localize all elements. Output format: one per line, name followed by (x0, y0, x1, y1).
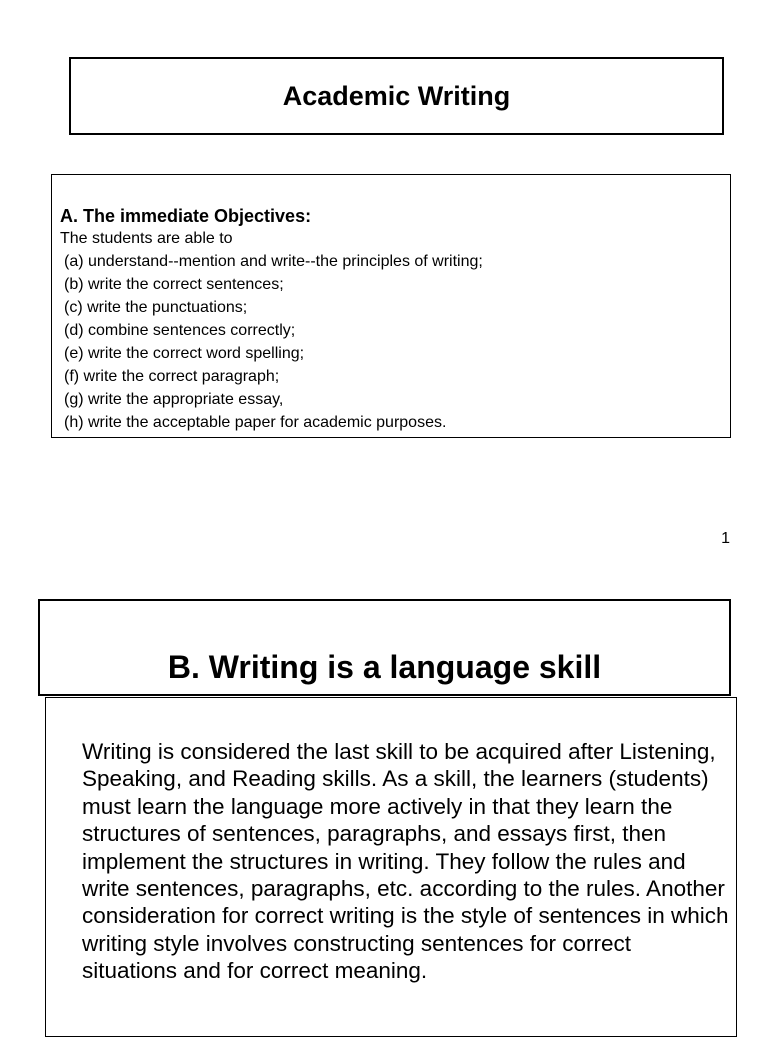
objective-item: (h) write the acceptable paper for academic purposes. (64, 414, 447, 431)
objective-item: (f) write the correct paragraph; (64, 368, 280, 385)
objectives-list (60, 250, 730, 434)
objective-item: (g) write the appropriate essay, (64, 391, 284, 408)
body-paragraph: Writing is considered the last skill to be acquired after Listening, Speaking, and Reading skills. As a skill, the learners (students) must learn the language more actively in that they learn the structures of sentences, paragraphs, and essays first, then implement the structures in writing. They follow the rules and write sentences, paragraphs, etc. according to the rules. Another consideration for correct writing is the style of sentences in which writing style involves constructing sentences for correct situations and for correct meaning. (82, 739, 729, 984)
section-b-title: B. Writing is a language skill (167, 649, 602, 685)
body-text-box (45, 697, 737, 1037)
objective-item: (d) combine sentences correctly; (64, 322, 296, 339)
objectives-intro: The students are able to (60, 230, 233, 247)
objective-item: (c) write the punctuations; (64, 299, 248, 316)
page-number: 1 (721, 530, 730, 547)
objective-item: (b) write the correct sentences; (64, 276, 284, 293)
page-title: Academic Writing (282, 80, 511, 111)
objectives-heading: A. The immediate Objectives: (60, 206, 312, 226)
objective-item: (a) understand--mention and write--the principles of writing; (64, 253, 483, 270)
section-b-title-box (38, 599, 731, 696)
objectives-box (51, 174, 731, 438)
title-box (69, 57, 724, 135)
objective-item: (e) write the correct word spelling; (64, 345, 305, 362)
